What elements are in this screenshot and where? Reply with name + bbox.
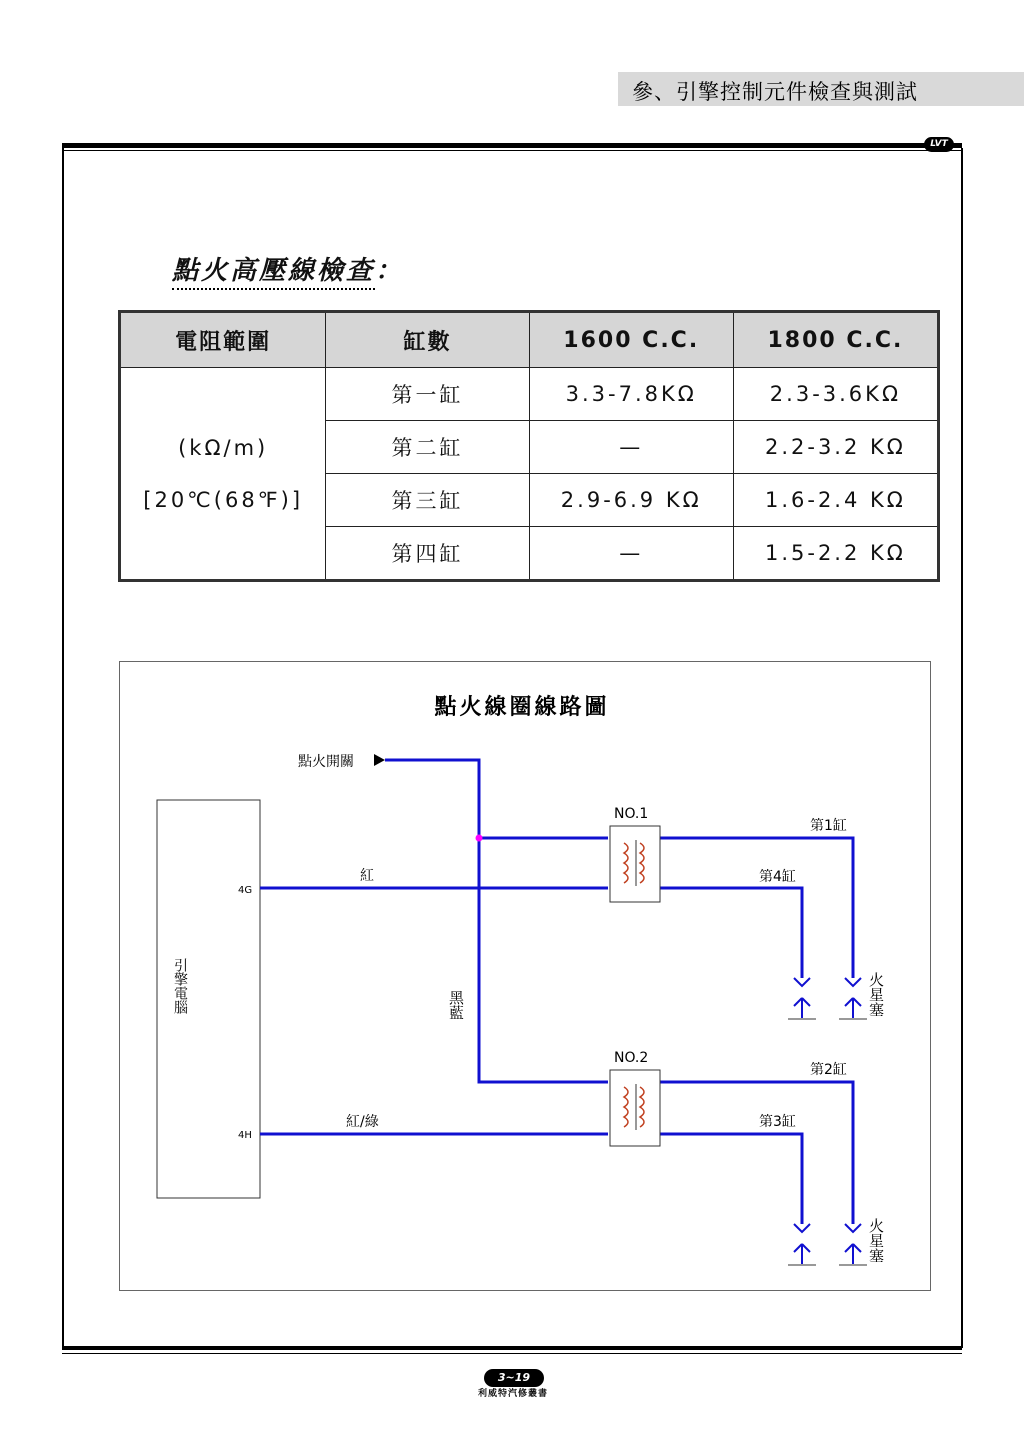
value-1600-cell: — <box>529 421 733 474</box>
cyl3-label: 第3缸 <box>759 1114 796 1130</box>
coil2-box <box>610 1070 660 1146</box>
header-1600cc: 1600 C.C. <box>529 312 733 368</box>
cylinder-cell: 第三缸 <box>326 474 529 527</box>
value-1800-cell: 2.2-3.2 KΩ <box>733 421 938 474</box>
ignition-switch-label: 點火開關 <box>298 754 354 770</box>
value-1800-cell: 2.3-3.6KΩ <box>733 368 938 421</box>
wire-ignition-feed <box>385 760 608 1082</box>
spark-plug-icon <box>845 978 861 1018</box>
brand-logo: LVT <box>924 137 954 152</box>
value-1800-cell: 1.6-2.4 KΩ <box>733 474 938 527</box>
cyl4-label: 第4缸 <box>759 869 796 885</box>
value-1600-cell: 3.3-7.8KΩ <box>529 368 733 421</box>
publisher-label: 利威特汽修叢書 <box>478 1389 549 1399</box>
spark-plug-label-lower: 火星塞 <box>867 1218 885 1263</box>
wire-cyl3 <box>660 1134 802 1224</box>
wiring <box>260 760 853 1224</box>
value-1600-cell: — <box>529 527 733 581</box>
pin-4h-label: 4H <box>238 1130 252 1141</box>
value-1600-cell: 2.9-6.9 KΩ <box>529 474 733 527</box>
cylinder-cell: 第二缸 <box>326 421 529 474</box>
cylinder-cell: 第一缸 <box>326 368 529 421</box>
range-unit: (kΩ/m) <box>178 435 269 460</box>
wire-cyl2 <box>660 1082 853 1224</box>
section-title-suffix: ： <box>375 256 405 286</box>
page-number-badge: 3~19 <box>484 1369 544 1387</box>
pin-4g-label: 4G <box>238 885 253 896</box>
header-title: 參、引擎控制元件檢查與測試 <box>632 80 918 104</box>
ecu-label: 引擎電腦 <box>172 958 188 1014</box>
wire-black-blue-label: 黑藍 <box>447 990 465 1020</box>
cyl2-label: 第2缸 <box>810 1062 847 1078</box>
coil1-label: NO.1 <box>614 806 649 822</box>
header-range: 電阻範圍 <box>120 312 326 368</box>
wire-cyl4 <box>660 888 802 978</box>
section-title-text: 點火高壓線檢查 <box>172 256 375 290</box>
wire-red-green-label: 紅/綠 <box>346 1114 379 1130</box>
bottom-rule-thin <box>62 1353 962 1354</box>
spark-plug-label-upper: 火星塞 <box>867 972 885 1017</box>
ground-lines <box>788 1019 867 1265</box>
ignition-switch-arrow-icon <box>374 754 385 766</box>
spark-plug-icon <box>794 978 810 1018</box>
spark-plug-icon <box>845 1224 861 1264</box>
header-1800cc: 1800 C.C. <box>733 312 938 368</box>
value-1800-cell: 1.5-2.2 KΩ <box>733 527 938 581</box>
header-cylinder: 缸數 <box>326 312 529 368</box>
coil1-box <box>610 826 660 902</box>
spark-plugs-upper <box>794 978 861 1264</box>
junction-node <box>476 835 483 842</box>
coil2-label: NO.2 <box>614 1050 649 1066</box>
diagram-title: 點火線圈線路圖 <box>434 695 610 720</box>
wire-red-label: 紅 <box>360 868 374 884</box>
bottom-rule <box>62 1346 962 1350</box>
cyl1-label: 第1缸 <box>810 818 847 834</box>
cylinder-cell: 第四缸 <box>326 527 529 581</box>
wire-cyl1 <box>660 838 853 978</box>
spark-plug-icon <box>794 1224 810 1264</box>
range-temperature: [20℃(68℉)] <box>143 487 304 512</box>
